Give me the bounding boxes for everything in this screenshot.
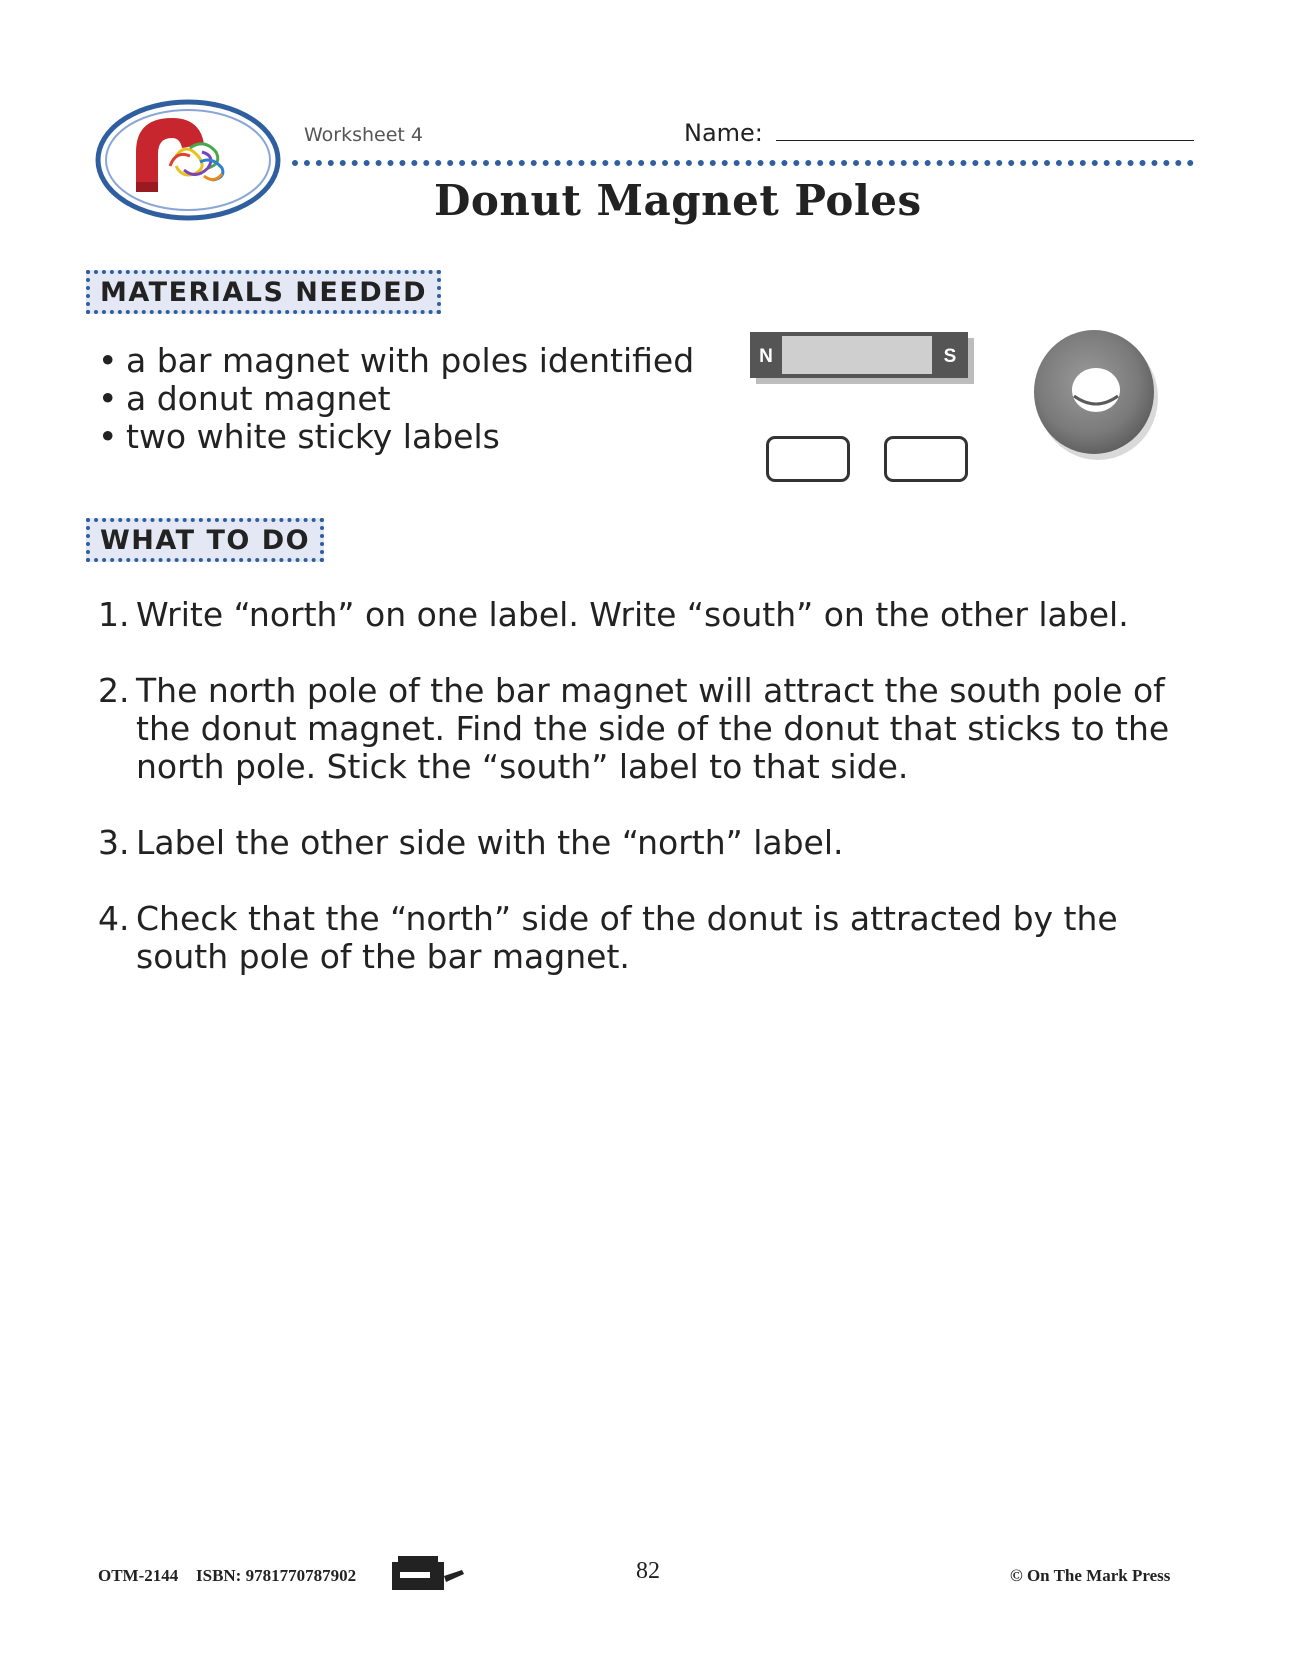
page-number: 82 (636, 1558, 660, 1584)
step-number: 4. (98, 899, 130, 938)
step-text: The north pole of the bar magnet will attract the south pole of (136, 671, 1165, 710)
name-label: Name: (684, 119, 763, 147)
name-input-line[interactable] (776, 140, 1194, 141)
footer-copyright: © On The Mark Press (1010, 1566, 1171, 1585)
material-text: two white sticky labels (126, 417, 500, 456)
material-text: a bar magnet with poles identified (126, 341, 695, 380)
step-text: south pole of the bar magnet. (136, 937, 630, 976)
list-item: • a donut magnet (98, 379, 391, 418)
what-to-do-heading: WHAT TO DO (86, 518, 324, 562)
instruction-step (98, 596, 1198, 634)
step-text: north pole. Stick the “south” label to that side. (136, 747, 909, 786)
north-pole-label: N (759, 346, 773, 367)
bar-magnet-illustration (750, 332, 975, 384)
footer-isbn: ISBN: 9781770787902 (196, 1566, 357, 1585)
footer-product-code: OTM-2144 (98, 1566, 179, 1585)
step-text: Write “north” on one label. Write “south” on the other label. (136, 595, 1129, 634)
step-text: the donut magnet. Find the side of the donut that sticks to the (136, 709, 1170, 748)
sticky-label-illustration (766, 436, 850, 482)
header-dotted-divider (292, 160, 1194, 166)
worksheet-number: Worksheet 4 (304, 124, 424, 146)
list-item: • two white sticky labels (98, 417, 500, 456)
page-title: Donut Magnet Poles (434, 176, 922, 225)
list-item: • a bar magnet with poles identified (98, 341, 695, 380)
material-text: a donut magnet (126, 379, 391, 418)
materials-list (98, 342, 694, 456)
donut-magnet-illustration (1028, 324, 1164, 466)
step-text: Label the other side with the “north” label. (136, 823, 844, 862)
south-pole-label: S (943, 346, 957, 367)
instruction-step (98, 672, 1198, 786)
step-number: 1. (98, 595, 130, 634)
instruction-step (98, 900, 1198, 976)
materials-heading: MATERIALS NEEDED (86, 270, 441, 314)
sticky-label-illustration (884, 436, 968, 482)
step-text: Check that the “north” side of the donut is attracted by the (136, 899, 1118, 938)
photocopier-icon (390, 1554, 466, 1592)
instruction-step (98, 824, 1198, 862)
magnet-logo-image (92, 96, 292, 228)
step-number: 3. (98, 823, 130, 862)
step-number: 2. (98, 671, 130, 710)
